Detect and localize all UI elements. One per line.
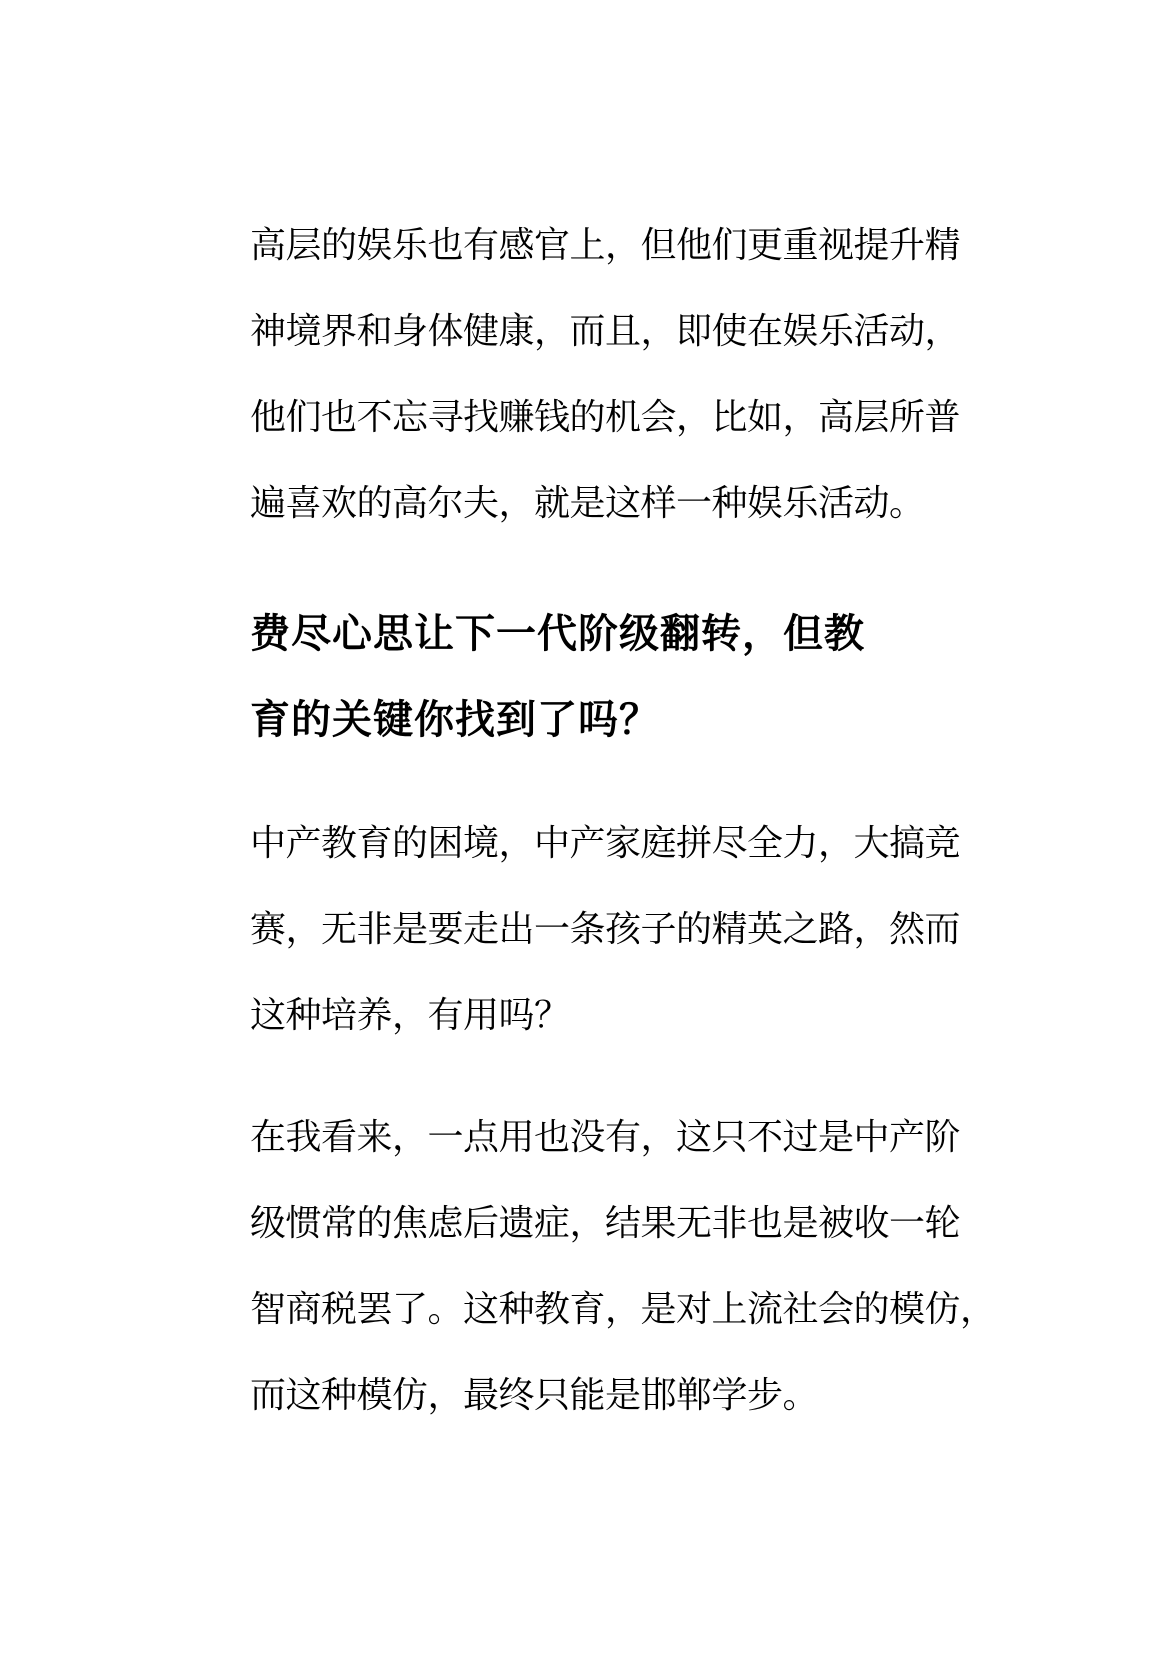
text-line: 高层的娱乐也有感官上，但他们更重视提升精 [250,225,961,266]
text-line: 智商税罢了。这种教育，是对上流社会的模仿， [250,1289,996,1330]
text-line: 他们也不忘寻找赚钱的机会，比如，高层所普 [250,397,961,438]
paragraph-entertainment [250,203,961,547]
text-line: 遍喜欢的高尔夫，就是这样一种娱乐活动。 [250,483,925,524]
paragraph-middle-class-education [250,801,961,1059]
text-line: 神境界和身体健康，而且，即使在娱乐活动， [250,311,961,352]
text-line: 在我看来，一点用也没有，这只不过是中产阶 [250,1117,961,1158]
text-line: 中产教育的困境，中产家庭拼尽全力，大搞竞 [250,823,961,864]
text-line: 而这种模仿，最终只能是邯郸学步。 [250,1375,819,1416]
text-line: 赛，无非是要走出一条孩子的精英之路，然而 [250,909,961,950]
text-line: 这种培养，有用吗？ [250,995,570,1036]
text-line: 级惯常的焦虑后遗症，结果无非也是被收一轮 [250,1203,961,1244]
section-heading [250,591,940,763]
paragraph-opinion [250,1095,996,1439]
heading-line: 费尽心思让下一代阶级翻转，但教 [250,611,865,657]
heading-line: 育的关键你找到了吗？ [250,697,660,743]
